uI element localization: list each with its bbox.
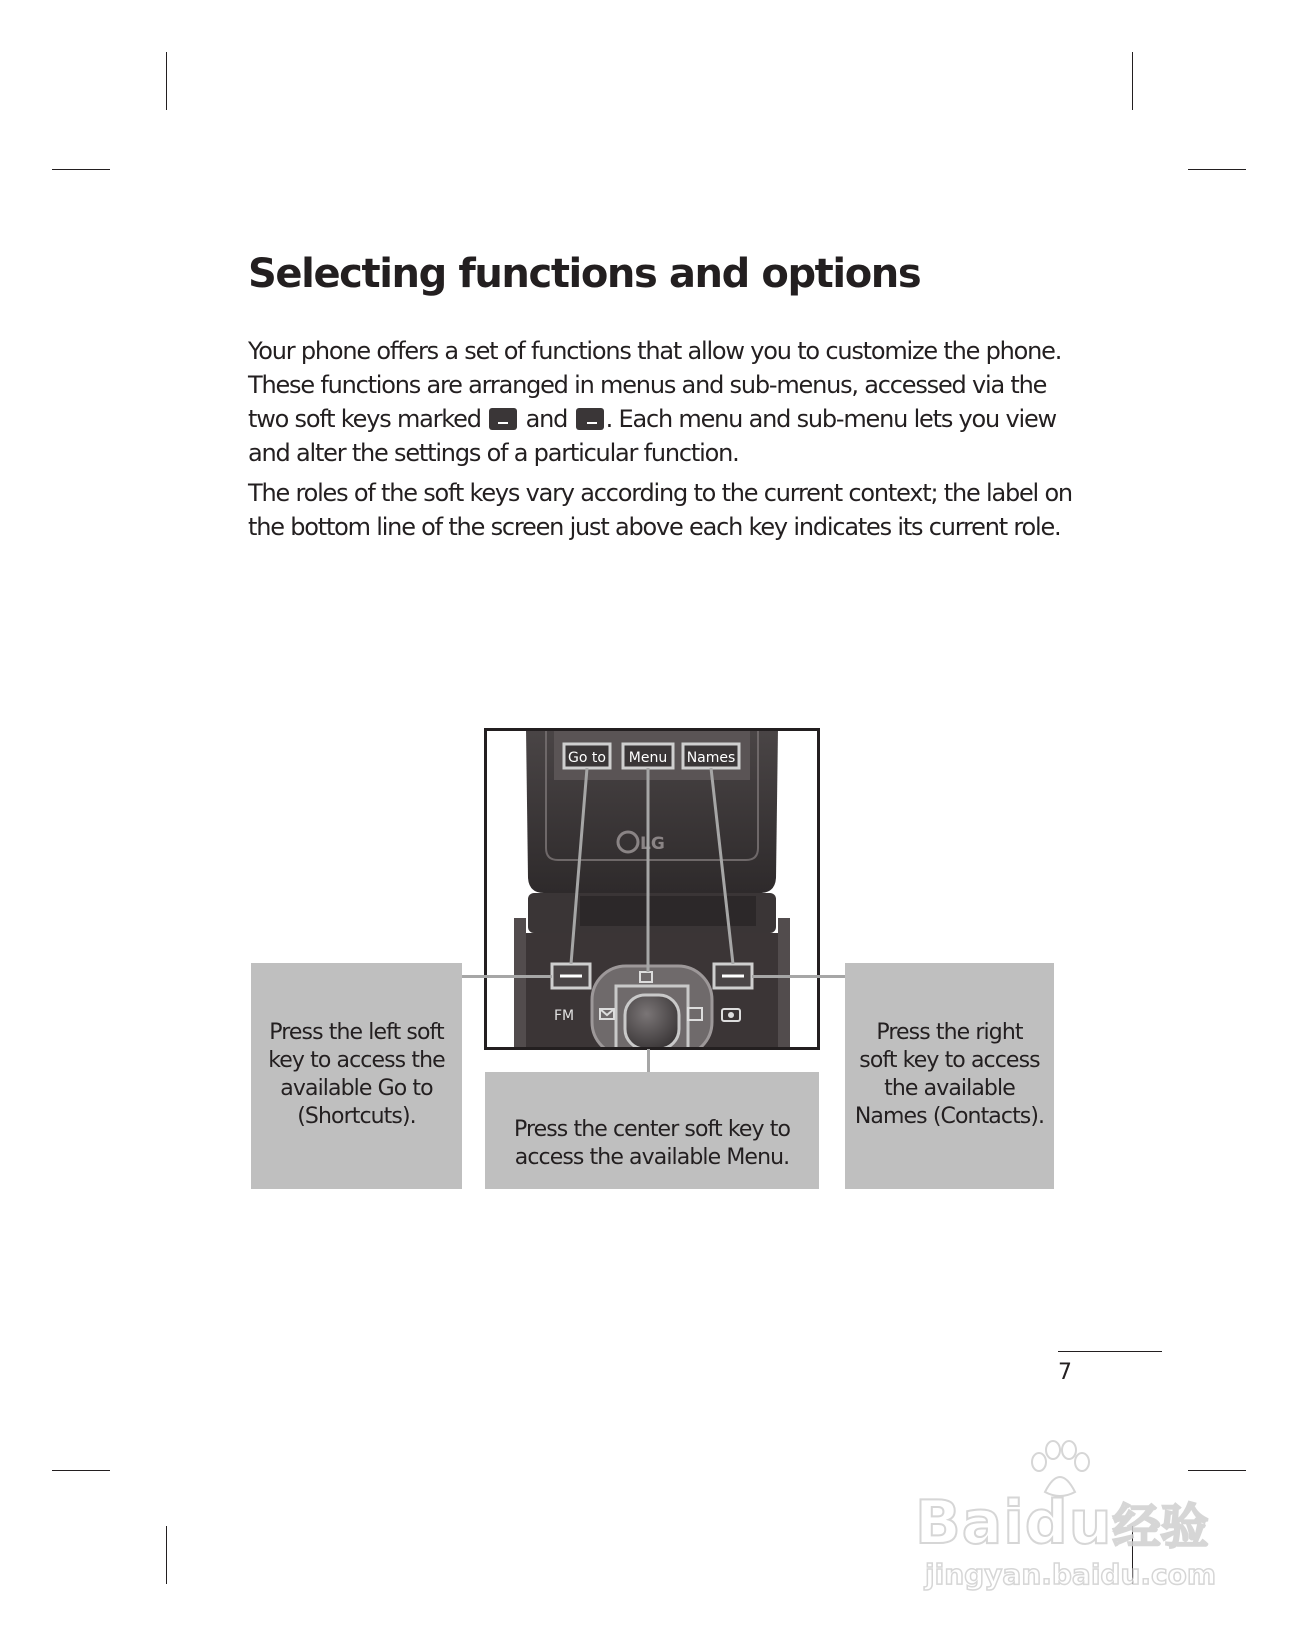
watermark-brand-cn: 经验: [1112, 1499, 1209, 1555]
callout-line: soft key to access: [859, 1048, 1040, 1073]
callout-line: Names (Contacts).: [854, 1104, 1045, 1129]
right-leader-line: [752, 975, 845, 978]
crop-mark: [1188, 169, 1246, 170]
watermark-brand-bai: Bai: [915, 1488, 1025, 1558]
page-number-rule: [1058, 1351, 1162, 1352]
intro-text-and: and: [525, 405, 568, 433]
page-number: 7: [1058, 1360, 1072, 1385]
intro-paragraph: [248, 334, 1078, 470]
callout-line: Press the right: [876, 1020, 1023, 1045]
left-soft-key-callout: [251, 963, 462, 1189]
watermark-url: jingyan.baidu.com: [925, 1558, 1217, 1591]
crop-mark: [1132, 52, 1133, 110]
center-key: [625, 995, 679, 1049]
crop-mark: [52, 1470, 110, 1471]
crop-mark: [166, 1526, 167, 1584]
brand-logo: LG: [640, 834, 665, 854]
baidu-watermark: [915, 1440, 1225, 1590]
intro-text-end: . Each menu and sub-menu lets you view and alter the settings of a particular function.: [248, 405, 1056, 467]
center-leader-line: [647, 1049, 650, 1072]
watermark-brand-du: du: [1024, 1488, 1113, 1558]
callout-line: the available: [884, 1076, 1015, 1101]
screen-label-names: Names: [686, 750, 736, 766]
callout-line: key to access the: [268, 1048, 445, 1073]
intro-text-start: Your phone offers a set of functions that allow you to customize the phone. These functions are arranged in menus and sub-menus, accessed via the two soft keys marked: [248, 337, 1062, 433]
crop-mark: [166, 52, 167, 110]
callout-line: Press the left soft: [269, 1020, 444, 1045]
phone-illustration: [484, 728, 820, 1050]
left-soft-key-icon: [489, 408, 517, 430]
callout-line: access the available Menu.: [514, 1145, 790, 1170]
page-title: Selecting functions and options: [248, 251, 921, 297]
watermark-brand: [915, 1488, 1208, 1558]
fm-key-label: FM: [554, 1008, 575, 1024]
callout-line: Press the center soft key to: [513, 1117, 791, 1142]
left-leader-line: [462, 975, 552, 978]
center-soft-key-callout: [485, 1072, 819, 1189]
right-soft-key-icon: [576, 408, 604, 430]
crop-mark: [52, 169, 110, 170]
roles-paragraph: The roles of the soft keys vary according to the current context; the label on the bottom line of the screen just above each key indicates its current role.: [248, 479, 1072, 541]
screen-label-menu: Menu: [628, 750, 668, 766]
callout-line: (Shortcuts).: [297, 1104, 416, 1129]
right-soft-key-callout: [845, 963, 1054, 1189]
screen-label-goto: Go to: [568, 750, 606, 766]
callout-line: available Go to: [280, 1076, 433, 1101]
phone-drawing: [484, 728, 820, 1050]
